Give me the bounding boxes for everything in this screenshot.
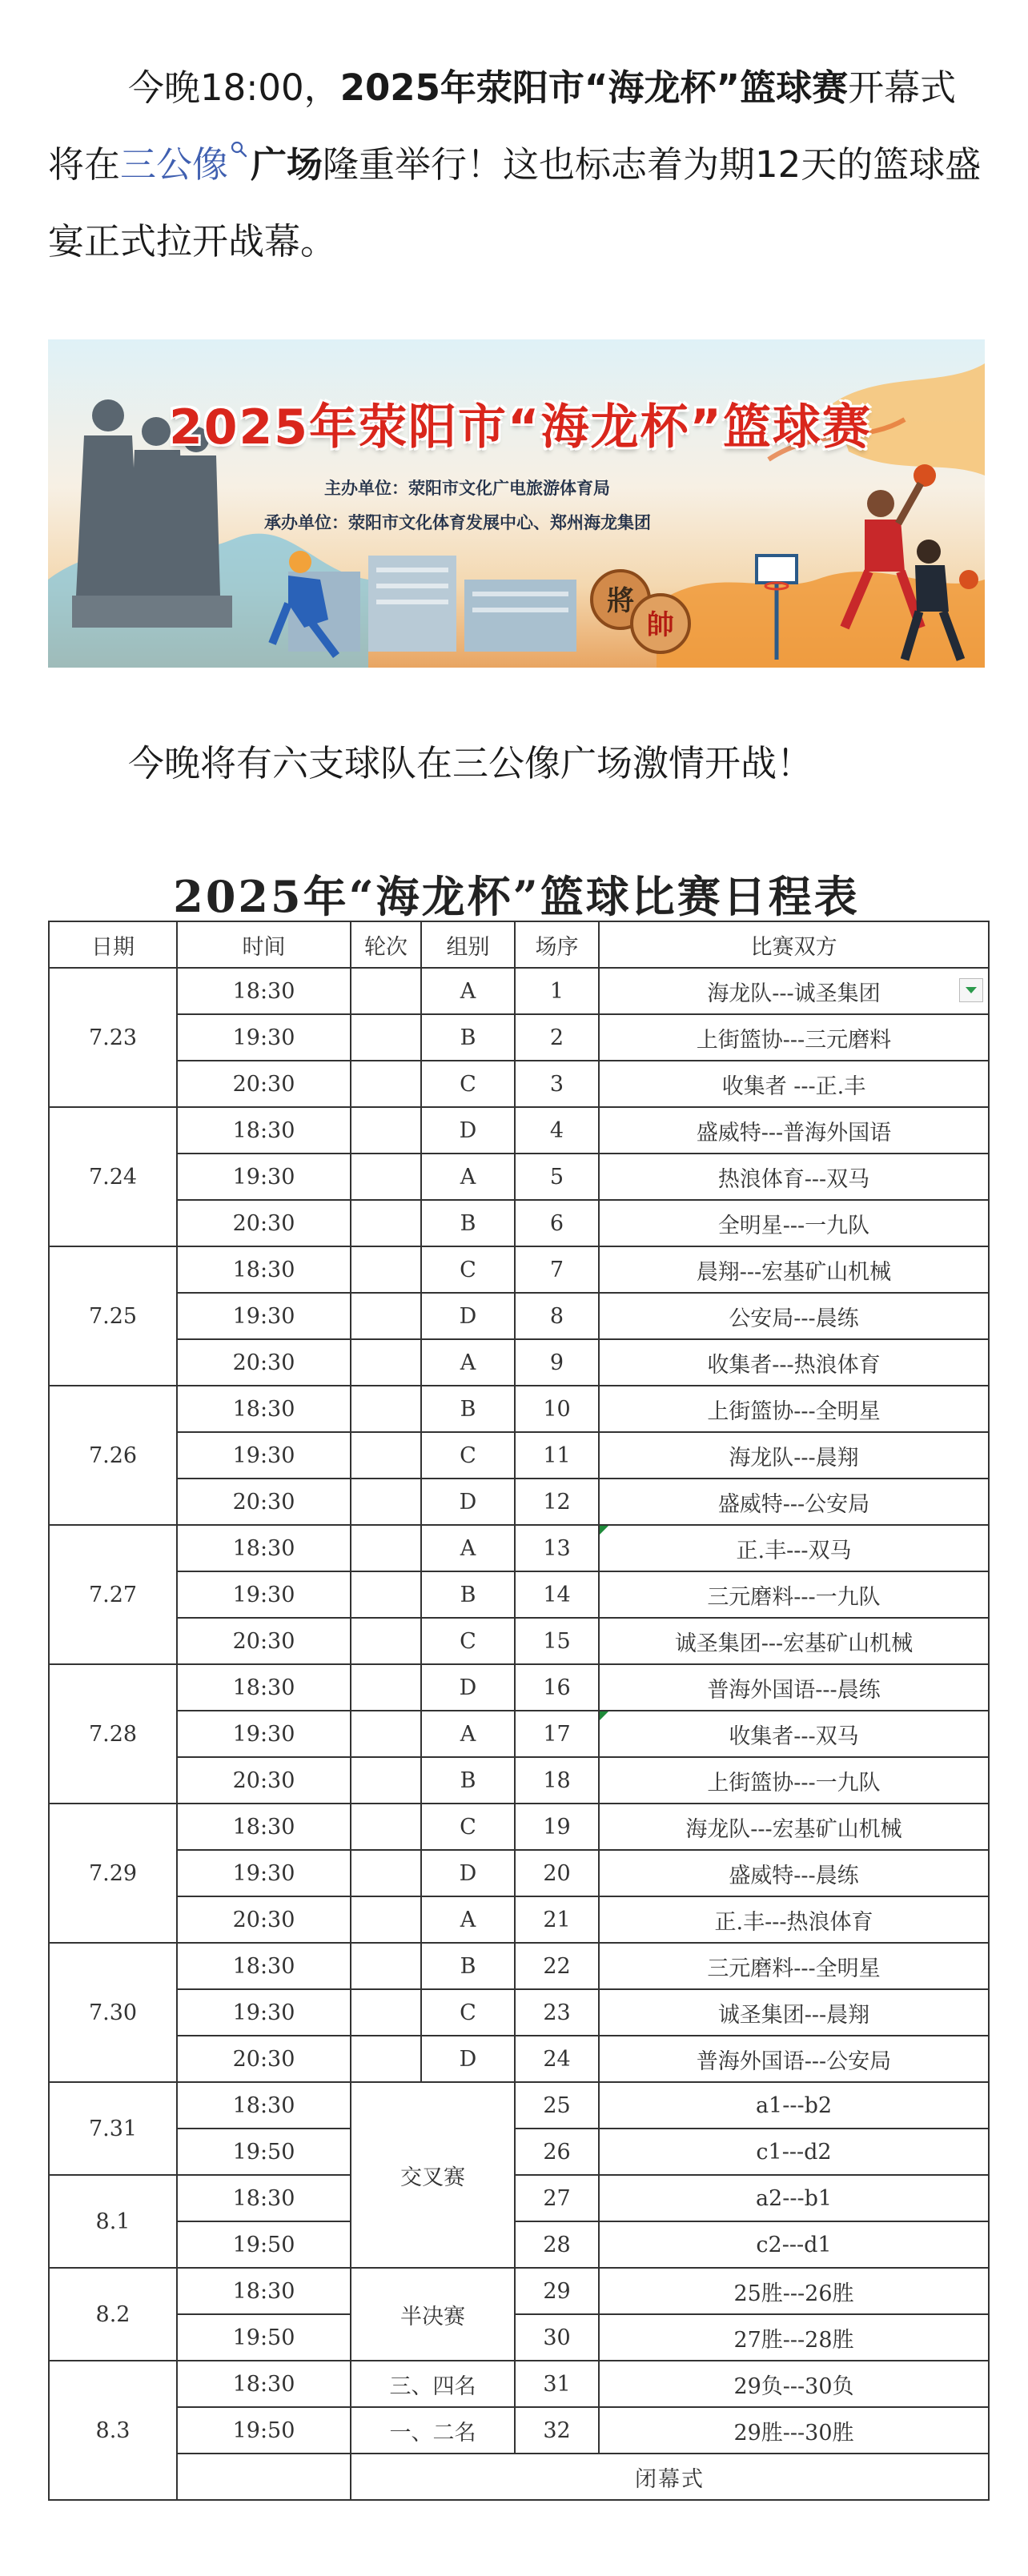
closing-row [49, 2454, 989, 2500]
time-cell: 20:30 [177, 1896, 351, 1943]
number-cell: 16 [515, 1664, 599, 1711]
schedule-title: 2025年“海龙杯”篮球比赛日程表 [173, 871, 860, 922]
match-cell: 盛威特---公安局 [599, 1479, 989, 1525]
round-cell: 半决赛 [351, 2268, 515, 2361]
date-cell: 7.27 [49, 1525, 177, 1664]
comment-marker-icon [600, 1526, 608, 1535]
match-cell: 普海外国语---公安局 [599, 2036, 989, 2082]
schedule-table [48, 921, 990, 2501]
group-cell: D [421, 2036, 515, 2082]
group-cell: A [421, 1525, 515, 1571]
match-cell: 收集者---双马 [599, 1711, 989, 1757]
group-cell: B [421, 1386, 515, 1432]
table-row [49, 1664, 989, 1711]
time-cell: 20:30 [177, 2036, 351, 2082]
group-cell: B [421, 1757, 515, 1804]
round-cell: 三、四名 [351, 2361, 515, 2407]
number-cell: 28 [515, 2221, 599, 2268]
group-cell: A [421, 1339, 515, 1386]
match-cell: 诚圣集团---宏基矿山机械 [599, 1618, 989, 1664]
time-cell: 19:30 [177, 1432, 351, 1479]
round-cell [351, 1014, 421, 1061]
time-cell: 18:30 [177, 1664, 351, 1711]
number-cell: 17 [515, 1711, 599, 1757]
table-row [49, 1525, 989, 1571]
time-cell: 18:30 [177, 1804, 351, 1850]
group-cell: A [421, 1711, 515, 1757]
round-cell [351, 1200, 421, 1246]
date-cell: 8.3 [49, 2361, 177, 2500]
match-cell: 盛威特---晨练 [599, 1850, 989, 1896]
table-row [49, 1293, 989, 1339]
table-row [49, 968, 989, 1014]
number-cell: 7 [515, 1246, 599, 1293]
number-cell: 8 [515, 1293, 599, 1339]
group-cell: C [421, 1804, 515, 1850]
match-cell: 上街篮协---三元磨料 [599, 1014, 989, 1061]
number-cell: 1 [515, 968, 599, 1014]
time-cell: 18:30 [177, 2175, 351, 2221]
match-cell: 海龙队---诚圣集团 [599, 968, 989, 1014]
match-cell: 三元磨料---全明星 [599, 1943, 989, 1989]
table-row [49, 2314, 989, 2361]
table-row [49, 1386, 989, 1432]
venue-link[interactable]: 三公像 [120, 143, 229, 186]
banner-organizer: 主办单位：荥阳市文化广电旅游体育局 [324, 479, 610, 498]
round-cell [351, 968, 421, 1014]
round-cell [351, 2036, 421, 2082]
table-row [49, 2036, 989, 2082]
round-cell [351, 1386, 421, 1432]
number-cell: 23 [515, 1989, 599, 2036]
round-cell [351, 1154, 421, 1200]
match-cell: 盛威特---普海外国语 [599, 1107, 989, 1154]
table-row [49, 1339, 989, 1386]
time-cell: 19:30 [177, 1850, 351, 1896]
group-cell: C [421, 1246, 515, 1293]
chess-piece-black: 將 [607, 585, 634, 617]
banner-host: 承办单位：荥阳市文化体育发展中心、郑州海龙集团 [264, 513, 651, 532]
number-cell: 15 [515, 1618, 599, 1664]
number-cell: 18 [515, 1757, 599, 1804]
time-cell: 20:30 [177, 1200, 351, 1246]
time-cell: 18:30 [177, 1386, 351, 1432]
round-cell [351, 1339, 421, 1386]
header-round: 轮次 [351, 921, 421, 968]
time-cell: 20:30 [177, 1339, 351, 1386]
match-cell: 三元磨料---一九队 [599, 1571, 989, 1618]
date-cell: 7.24 [49, 1107, 177, 1246]
table-row [49, 1757, 989, 1804]
match-cell: 27胜---28胜 [599, 2314, 989, 2361]
round-cell [351, 1943, 421, 1989]
group-cell: D [421, 1107, 515, 1154]
number-cell: 19 [515, 1804, 599, 1850]
header-match: 比赛双方 [599, 921, 989, 968]
match-cell: 诚圣集团---晨翔 [599, 1989, 989, 2036]
table-row [49, 1571, 989, 1618]
table-row [49, 1154, 989, 1200]
group-cell: C [421, 1989, 515, 2036]
match-cell: 正.丰---热浪体育 [599, 1896, 989, 1943]
date-cell: 8.2 [49, 2268, 177, 2361]
round-cell [351, 1618, 421, 1664]
match-cell: 收集者 ---正.丰 [599, 1061, 989, 1107]
number-cell: 5 [515, 1154, 599, 1200]
time-cell: 19:30 [177, 1014, 351, 1061]
round-cell [351, 1571, 421, 1618]
table-row [49, 1246, 989, 1293]
dropdown-arrow-icon[interactable] [959, 978, 983, 1002]
number-cell: 3 [515, 1061, 599, 1107]
header-time: 时间 [177, 921, 351, 968]
round-cell [351, 1850, 421, 1896]
round-cell [351, 1664, 421, 1711]
number-cell: 6 [515, 1200, 599, 1246]
date-cell: 8.1 [49, 2175, 177, 2268]
number-cell: 31 [515, 2361, 599, 2407]
match-cell: 29胜---30胜 [599, 2407, 989, 2454]
number-cell: 14 [515, 1571, 599, 1618]
group-cell: D [421, 1479, 515, 1525]
header-date: 日期 [49, 921, 177, 968]
table-row [49, 1479, 989, 1525]
number-cell: 24 [515, 2036, 599, 2082]
time-cell: 18:30 [177, 1943, 351, 1989]
banner-title: 2025年荥阳市“海龙杯”篮球赛 [169, 399, 872, 455]
date-cell: 7.25 [49, 1246, 177, 1386]
number-cell: 2 [515, 1014, 599, 1061]
match-cell: 海龙队---宏基矿山机械 [599, 1804, 989, 1850]
round-cell [351, 1246, 421, 1293]
group-cell: B [421, 1200, 515, 1246]
match-cell: 全明星---一九队 [599, 1200, 989, 1246]
header-group: 组别 [421, 921, 515, 968]
time-cell: 18:30 [177, 968, 351, 1014]
group-cell: C [421, 1618, 515, 1664]
time-cell: 19:50 [177, 2129, 351, 2175]
table-row [49, 1432, 989, 1479]
time-cell: 20:30 [177, 1757, 351, 1804]
group-cell: D [421, 1664, 515, 1711]
event-name: 2025年荥阳市“海龙杯”篮球赛 [339, 66, 849, 109]
number-cell: 32 [515, 2407, 599, 2454]
table-row [49, 2407, 989, 2454]
event-banner [48, 339, 985, 668]
number-cell: 29 [515, 2268, 599, 2314]
number-cell: 13 [515, 1525, 599, 1571]
time-cell: 19:30 [177, 1711, 351, 1757]
group-cell: B [421, 1943, 515, 1989]
search-icon[interactable] [230, 140, 247, 158]
time-cell: 19:30 [177, 1989, 351, 2036]
number-cell: 25 [515, 2082, 599, 2129]
group-cell: B [421, 1571, 515, 1618]
time-cell: 18:30 [177, 2268, 351, 2314]
intro-text-1: 今晚18:00， [128, 66, 340, 109]
round-cell [351, 1107, 421, 1154]
round-cell [351, 1293, 421, 1339]
round-cell: 交叉赛 [351, 2082, 515, 2268]
table-row [49, 1943, 989, 1989]
match-cell: 上街篮协---全明星 [599, 1386, 989, 1432]
match-cell: 海龙队---晨翔 [599, 1432, 989, 1479]
match-cell: 25胜---26胜 [599, 2268, 989, 2314]
table-row [49, 2221, 989, 2268]
chess-piece-red: 帥 [647, 609, 674, 641]
time-cell: 18:30 [177, 1107, 351, 1154]
round-cell [351, 1757, 421, 1804]
match-cell: 普海外国语---晨练 [599, 1664, 989, 1711]
time-cell: 19:50 [177, 2407, 351, 2454]
match-cell: 晨翔---宏基矿山机械 [599, 1246, 989, 1293]
table-row [49, 1014, 989, 1061]
time-cell: 20:30 [177, 1618, 351, 1664]
round-cell [351, 1432, 421, 1479]
match-cell: a2---b1 [599, 2175, 989, 2221]
round-cell [351, 1479, 421, 1525]
time-cell: 20:30 [177, 1061, 351, 1107]
date-cell: 7.31 [49, 2082, 177, 2175]
group-cell: C [421, 1432, 515, 1479]
date-cell: 7.23 [49, 968, 177, 1107]
teams-paragraph: 今晚将有六支球队在三公像广场激情开战！ [128, 742, 813, 784]
match-cell: 热浪体育---双马 [599, 1154, 989, 1200]
table-row [49, 1061, 989, 1107]
header-number: 场序 [515, 921, 599, 968]
group-cell: A [421, 1896, 515, 1943]
time-cell: 19:30 [177, 1293, 351, 1339]
number-cell: 4 [515, 1107, 599, 1154]
time-cell: 18:30 [177, 2361, 351, 2407]
number-cell: 22 [515, 1943, 599, 1989]
table-header-row [49, 921, 989, 968]
table-row [49, 2361, 989, 2407]
match-cell: c1---d2 [599, 2129, 989, 2175]
closing-time-cell [177, 2454, 351, 2500]
time-cell: 20:30 [177, 1479, 351, 1525]
date-cell: 7.30 [49, 1943, 177, 2082]
closing-cell: 闭幕式 [351, 2454, 989, 2500]
table-row [49, 1107, 989, 1154]
table-row [49, 2175, 989, 2221]
group-cell: A [421, 968, 515, 1014]
venue-suffix: 广场 [251, 143, 323, 186]
match-cell: 上街篮协---一九队 [599, 1757, 989, 1804]
match-cell: a1---b2 [599, 2082, 989, 2129]
table-row [49, 2129, 989, 2175]
date-cell: 7.29 [49, 1804, 177, 1943]
schedule-table-wrap [48, 921, 988, 2501]
match-cell: 公安局---晨练 [599, 1293, 989, 1339]
number-cell: 11 [515, 1432, 599, 1479]
table-row [49, 1896, 989, 1943]
time-cell: 19:30 [177, 1571, 351, 1618]
round-cell: 一、二名 [351, 2407, 515, 2454]
number-cell: 10 [515, 1386, 599, 1432]
time-cell: 19:50 [177, 2314, 351, 2361]
number-cell: 9 [515, 1339, 599, 1386]
time-cell: 18:30 [177, 2082, 351, 2129]
table-row [49, 1618, 989, 1664]
round-cell [351, 1711, 421, 1757]
comment-marker-icon [600, 1711, 608, 1720]
date-cell: 7.26 [49, 1386, 177, 1525]
group-cell: D [421, 1850, 515, 1896]
match-cell: 收集者---热浪体育 [599, 1339, 989, 1386]
intro-text-2: 开幕式将在 [48, 66, 957, 186]
group-cell: D [421, 1293, 515, 1339]
date-cell: 7.28 [49, 1664, 177, 1804]
time-cell: 18:30 [177, 1246, 351, 1293]
round-cell [351, 1061, 421, 1107]
table-row [49, 2268, 989, 2314]
number-cell: 26 [515, 2129, 599, 2175]
intro-paragraph [48, 50, 985, 280]
round-cell [351, 1896, 421, 1943]
time-cell: 18:30 [177, 1525, 351, 1571]
table-row [49, 1850, 989, 1896]
match-cell: 正.丰---双马 [599, 1525, 989, 1571]
match-cell: 29负---30负 [599, 2361, 989, 2407]
round-cell [351, 1525, 421, 1571]
match-cell: c2---d1 [599, 2221, 989, 2268]
number-cell: 27 [515, 2175, 599, 2221]
table-row [49, 1711, 989, 1757]
table-row [49, 2082, 989, 2129]
number-cell: 12 [515, 1479, 599, 1525]
number-cell: 30 [515, 2314, 599, 2361]
table-row [49, 1804, 989, 1850]
table-row [49, 1200, 989, 1246]
group-cell: A [421, 1154, 515, 1200]
round-cell [351, 1989, 421, 2036]
round-cell [351, 1804, 421, 1850]
intro-text-3: 隆重举行！这也标志着为期12天的篮球盛宴正式拉开战幕。 [48, 143, 982, 263]
number-cell: 20 [515, 1850, 599, 1896]
group-cell: C [421, 1061, 515, 1107]
number-cell: 21 [515, 1896, 599, 1943]
table-row [49, 1989, 989, 2036]
group-cell: B [421, 1014, 515, 1061]
time-cell: 19:50 [177, 2221, 351, 2268]
time-cell: 19:30 [177, 1154, 351, 1200]
